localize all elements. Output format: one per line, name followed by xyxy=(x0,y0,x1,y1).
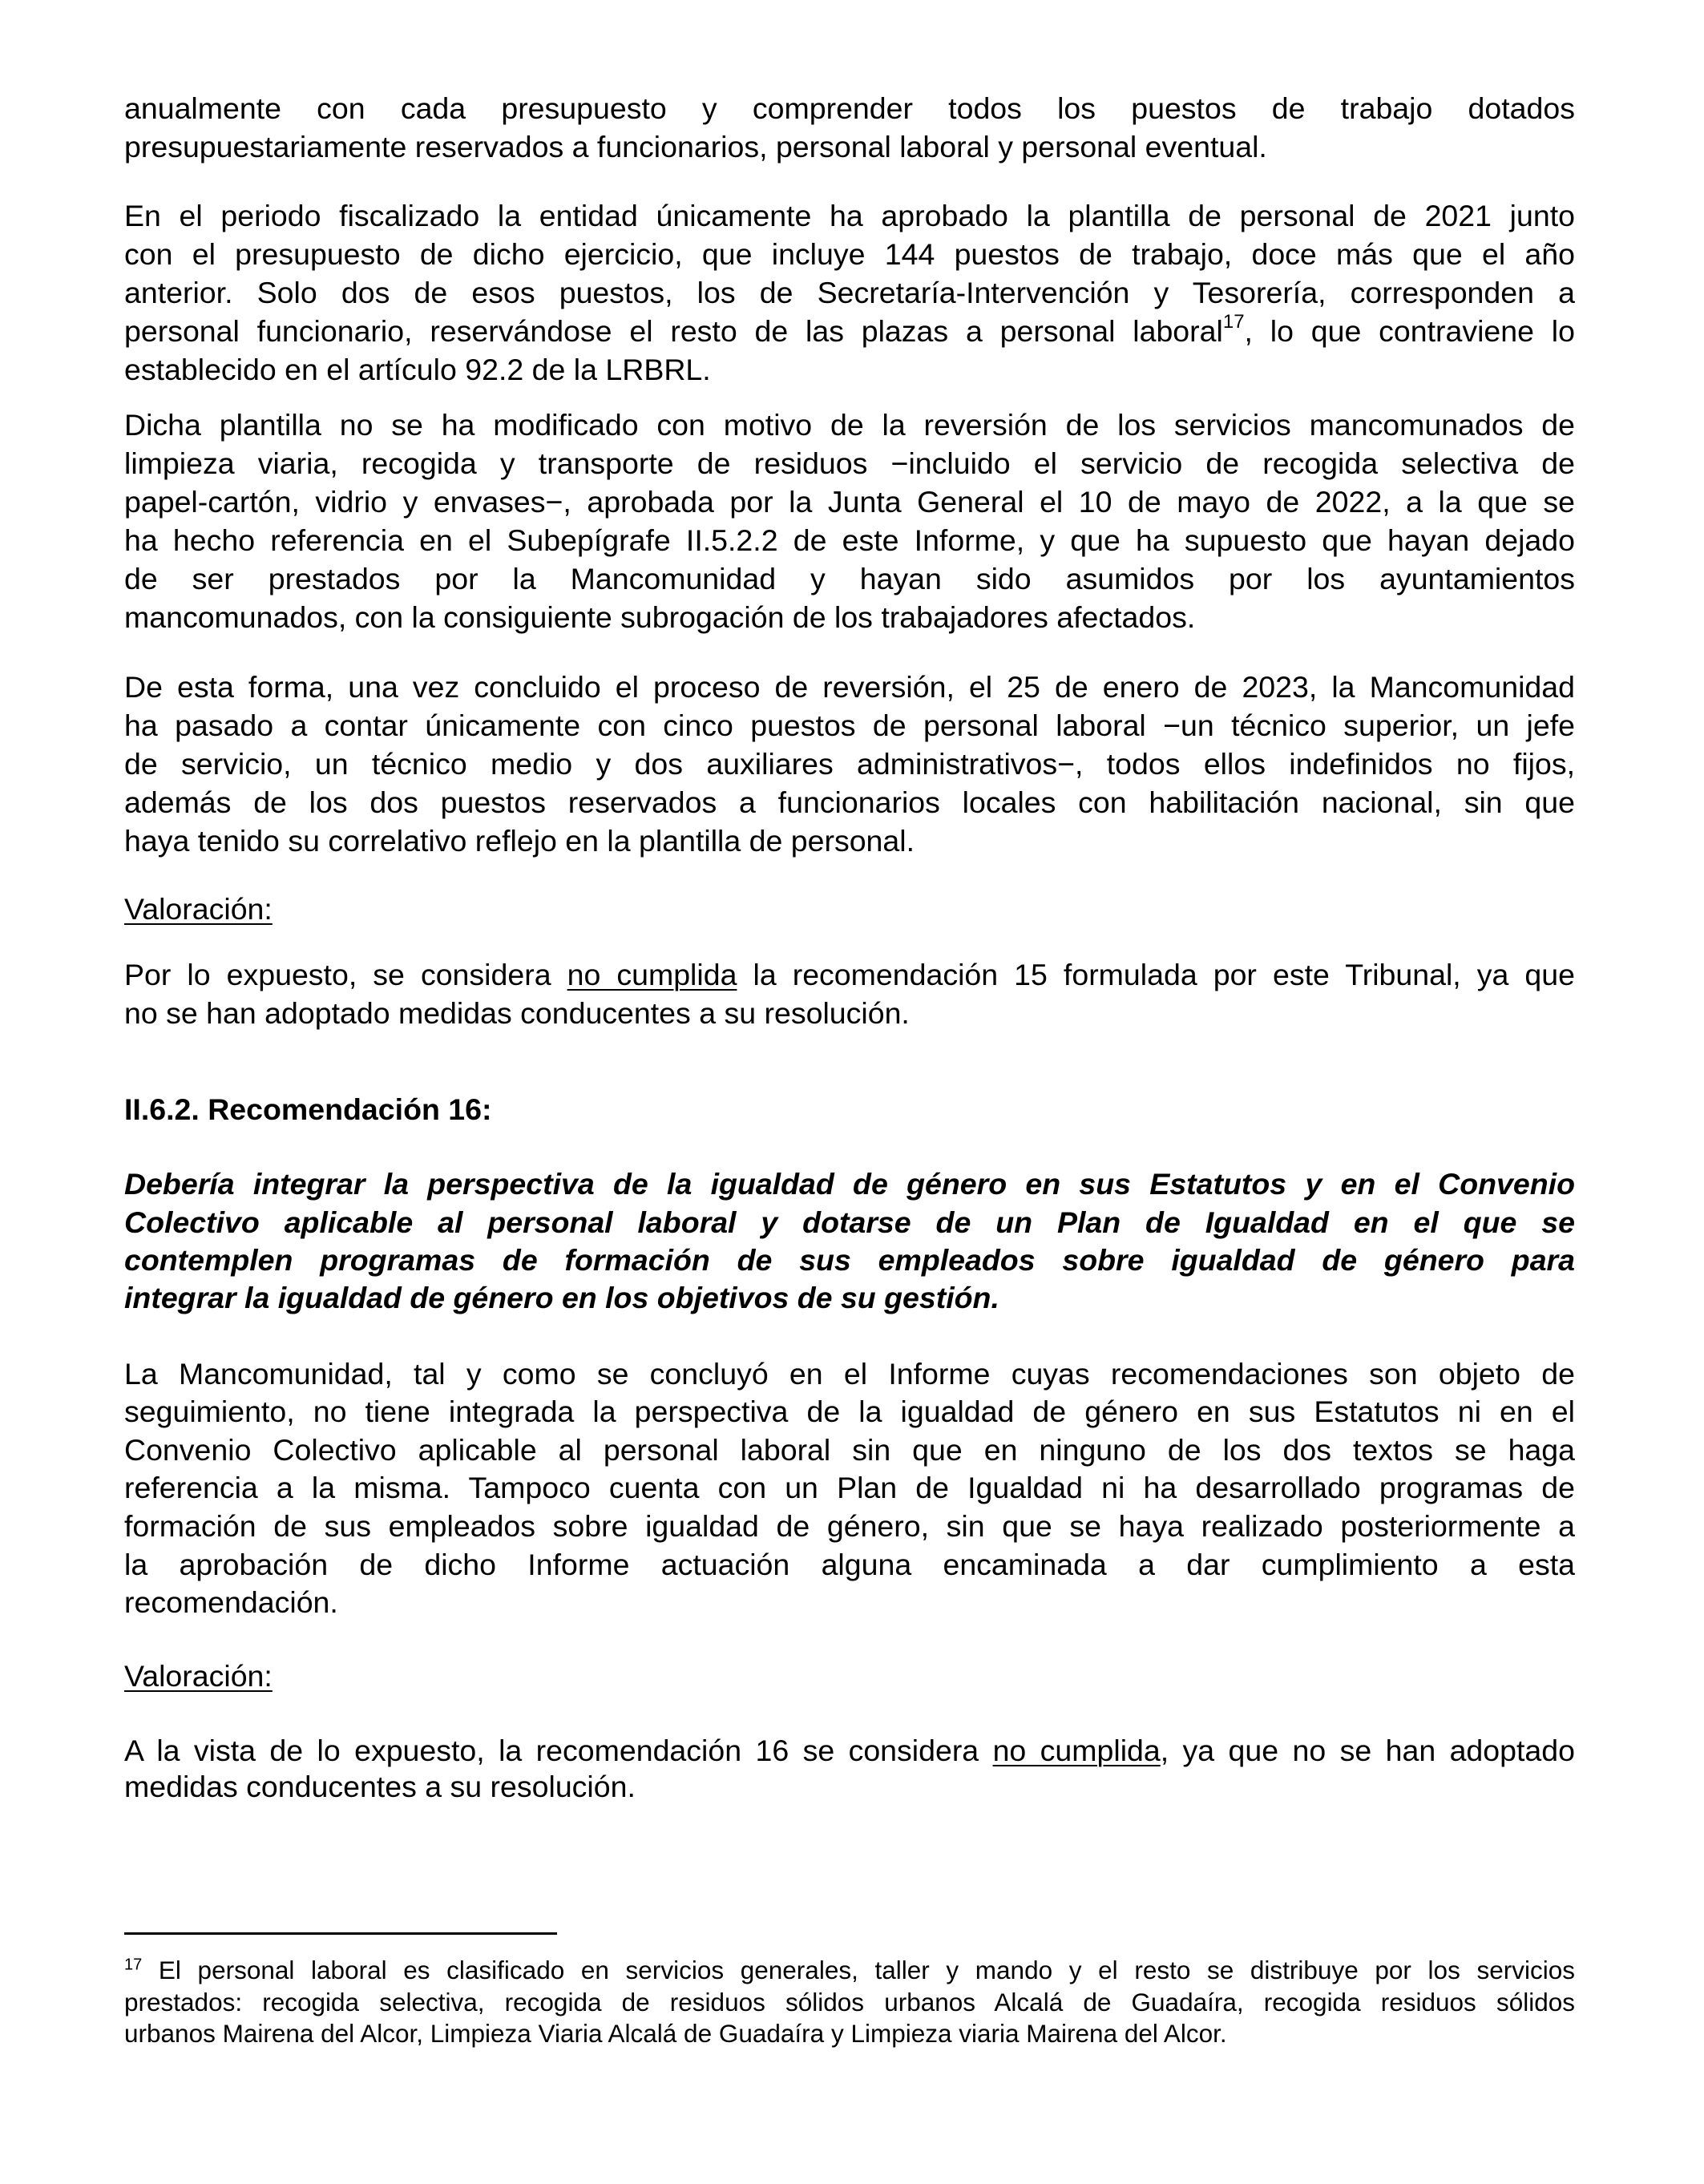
text-line: ha hecho referencia en el Subepígrafe II.5.2.2 de este Informe, y que ha supuesto que hayan dejado xyxy=(124,523,1575,557)
text-line: la aprobación de dicho Informe actuación alguna encaminada a dar cumplimiento a esta xyxy=(124,1548,1575,1581)
status-no-cumplida: no cumplida xyxy=(567,958,737,991)
valoracion-label-text: Valoración: xyxy=(124,1659,273,1693)
text-line: referencia a la misma. Tampoco cuenta con un Plan de Igualdad ni ha desarrollado programas de xyxy=(124,1471,1575,1504)
footnote-line: urbanos Mairena del Alcor, Limpieza Viaria Alcalá de Guadaíra y Limpieza viaria Mairena del Alcor. xyxy=(124,2019,1227,2048)
text-line: anualmente con cada presupuesto y comprender todos los puestos de trabajo dotados xyxy=(124,91,1575,125)
footnote-line: prestados: recogida selectiva, recogida de residuos sólidos urbanos Alcalá de Guadaíra, recogida residuos sólidos xyxy=(124,1988,1575,2016)
text-line: presupuestariamente reservados a funcionarios, personal laboral y personal eventual. xyxy=(124,130,1267,163)
text-line: De esta forma, una vez concluido el proceso de reversión, el 25 de enero de 2023, la Mancomunidad xyxy=(124,670,1575,704)
text-line: Convenio Colectivo aplicable al personal laboral sin que en ninguno de los dos textos se haga xyxy=(124,1433,1575,1467)
text-line: haya tenido su correlativo reflejo en la plantilla de personal. xyxy=(124,824,915,858)
text-segment: , lo que contraviene lo xyxy=(1244,314,1575,348)
text-line: contemplen programas de formación de sus empleados sobre igualdad de género para xyxy=(124,1243,1575,1277)
text-line: ha pasado a contar únicamente con cinco puestos de personal laboral −un técnico superior, un jefe xyxy=(124,708,1575,742)
footnote-number: 17 xyxy=(124,1956,143,1974)
text-line: de servicio, un técnico medio y dos auxiliares administrativos−, todos ellos indefinidos no fijos, xyxy=(124,747,1575,781)
section-heading: II.6.2. Recomendación 16: xyxy=(124,1092,492,1126)
footnote-line xyxy=(124,1956,1575,1984)
text-line: La Mancomunidad, tal y como se concluyó en el Informe cuyas recomendaciones son objeto de xyxy=(124,1357,1575,1391)
text-line: seguimiento, no tiene integrada la perspectiva de la igualdad de género en sus Estatutos ni en el xyxy=(124,1395,1575,1428)
footnote-separator xyxy=(124,1932,557,1935)
status-no-cumplida: no cumplida xyxy=(992,1734,1161,1767)
text-line: integrar la igualdad de género en los objetivos de su gestión. xyxy=(124,1281,999,1314)
valoracion-label xyxy=(124,1658,1575,1694)
valoracion-label xyxy=(124,891,1575,926)
text-segment: Por lo expuesto, se considera xyxy=(124,958,567,991)
text-line: no se han adoptado medidas conducentes a su resolución. xyxy=(124,996,910,1030)
text-line: establecido en el artículo 92.2 de la LRBRL. xyxy=(124,353,711,386)
text-line xyxy=(124,957,1575,992)
text-line xyxy=(124,1733,1575,1768)
text-line: papel-cartón, vidrio y envases−, aprobada por la Junta General el 10 de mayo de 2022, a la que se xyxy=(124,485,1575,519)
text-line: de ser prestados por la Mancomunidad y hayan sido asumidos por los ayuntamientos xyxy=(124,562,1575,595)
text-segment: personal funcionario, reservándose el resto de las plazas a personal laboral xyxy=(124,314,1223,348)
text-line: Colectivo aplicable al personal laboral y dotarse de un Plan de Igualdad en el que se xyxy=(124,1205,1575,1239)
text-line: limpieza viaria, recogida y transporte de residuos −incluido el servicio de recogida selectiva de xyxy=(124,446,1575,480)
text-line: medidas conducentes a su resolución. xyxy=(124,1770,636,1803)
text-line: además de los dos puestos reservados a funcionarios locales con habilitación nacional, sin que xyxy=(124,785,1575,819)
text-line xyxy=(124,310,1575,349)
text-line: mancomunados, con la consiguiente subrogación de los trabajadores afectados. xyxy=(124,600,1196,634)
text-line: Debería integrar la perspectiva de la igualdad de género en sus Estatutos y en el Convenio xyxy=(124,1167,1575,1201)
text-segment: , ya que no se han adoptado xyxy=(1160,1734,1575,1767)
valoracion-label-text: Valoración: xyxy=(124,892,273,926)
text-line: Dicha plantilla no se ha modificado con motivo de la reversión de los servicios mancomunados de xyxy=(124,408,1575,442)
text-segment: A la vista de lo expuesto, la recomendación 16 se considera xyxy=(124,1734,993,1767)
text-line: formación de sus empleados sobre igualdad de género, sin que se haya realizado posteriormente a xyxy=(124,1509,1575,1543)
text-line: En el periodo fiscalizado la entidad únicamente ha aprobado la plantilla de personal de 2021 junto xyxy=(124,199,1575,232)
text-line: con el presupuesto de dicho ejercicio, que incluye 144 puestos de trabajo, doce más que el año xyxy=(124,237,1575,271)
text-line: recomendación. xyxy=(124,1585,338,1619)
text-segment: El personal laboral es clasificado en servicios generales, taller y mando y el resto se distribuye por los servicios xyxy=(142,1956,1575,1984)
text-segment: la recomendación 15 formulada por este Tribunal, ya que xyxy=(737,958,1575,991)
footnote-reference-17[interactable]: 17 xyxy=(1222,310,1245,333)
text-line: anterior. Solo dos de esos puestos, los de Secretaría-Intervención y Tesorería, corresponden a xyxy=(124,276,1575,309)
